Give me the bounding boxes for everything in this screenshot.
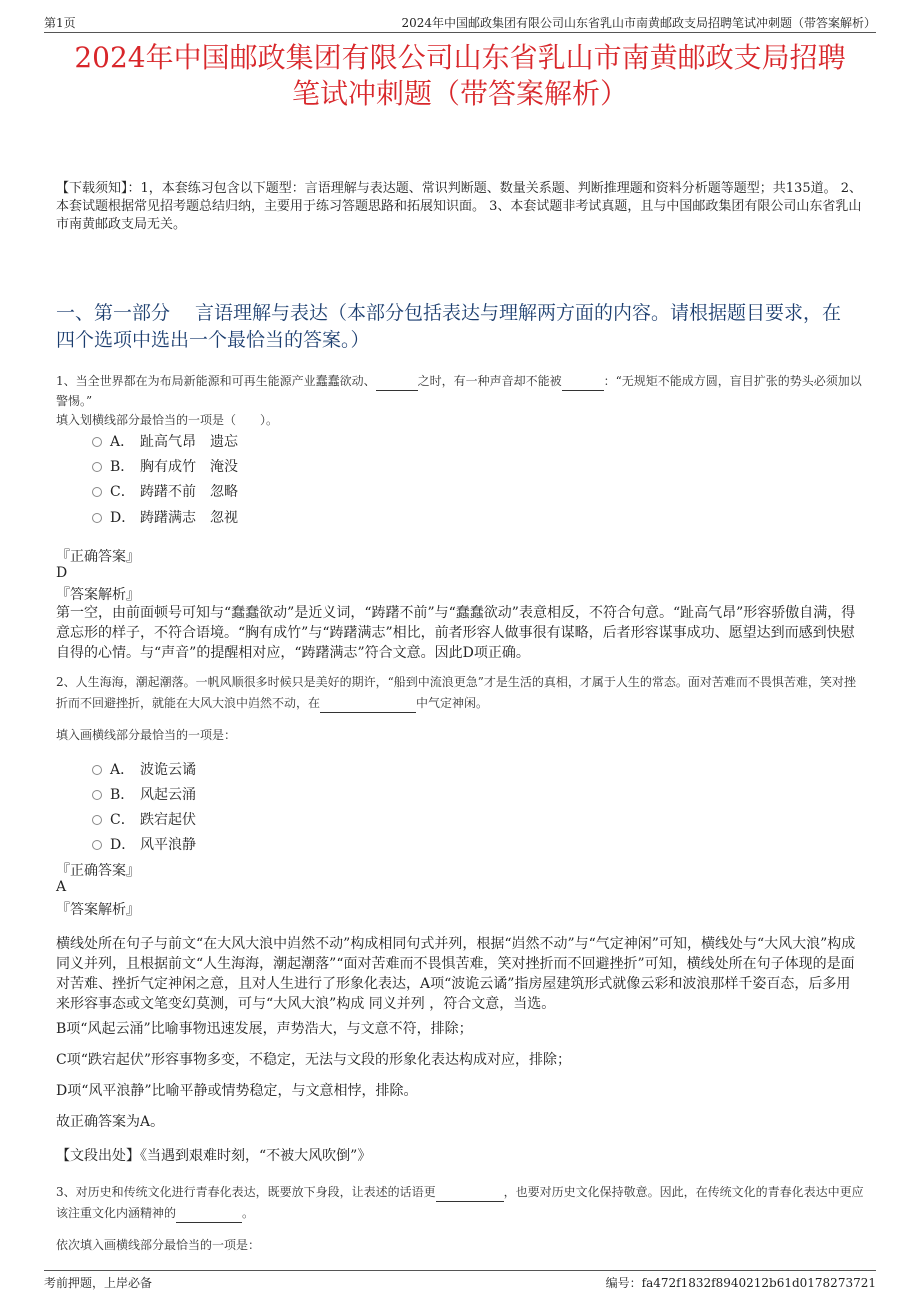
download-notice: 【下载须知】：1，本套练习包含以下题型：言语理解与表达题、常识判断题、数量关系题、判断推理题和资料分析题等题型；共135道。 2、本套试题根据常见招考题总结归纳，主要用于练习答题思路和拓展知识面。 3、本套试题非考试真题，且与中国邮政集团有限公司山东省乳山市南黄邮政支局无关。 <box>56 181 862 232</box>
question-3-prompt: 依次填入画横线部分最恰当的一项是： <box>56 1238 261 1252</box>
analysis-label: 『答案解析』 <box>56 587 140 603</box>
analysis-conclusion: 故正确答案为A。 <box>56 1114 165 1130</box>
section-heading: 一、第一部分 言语理解与表达（本部分包括表达与理解两方面的内容。请根据题目要求，在四个选项中选出一个最恰当的答案。） <box>56 302 842 351</box>
question-1-prompt: 填入划横线部分最恰当的一项是（ ）。 <box>56 413 279 427</box>
blank <box>436 1181 504 1202</box>
document-id: 编号：fa472f1832f8940212b61d0178273721 <box>605 1276 876 1290</box>
question-1-stem: 1、当全世界都在为布局新能源和可再生能源产业蠢蠢欲动、 之时，有一种声音却不能被 ：“无规矩不能成方圆，盲目扩张的势头必须加以警惕。” <box>56 370 864 411</box>
correct-answer: A <box>56 879 67 895</box>
page-number: 第1页 <box>44 16 76 30</box>
title-line-2: 笔试冲刺题（带答案解析） <box>291 77 628 110</box>
radio-icon[interactable] <box>92 462 102 472</box>
header-title: 2024年中国邮政集团有限公司山东省乳山市南黄邮政支局招聘笔试冲刺题（带答案解析） <box>401 16 876 30</box>
radio-icon[interactable] <box>92 765 102 775</box>
analysis-label: 『答案解析』 <box>56 902 140 918</box>
blank <box>376 370 418 391</box>
radio-icon[interactable] <box>92 487 102 497</box>
option-d[interactable]: D． 风平浪静 <box>92 834 196 854</box>
answer-analysis: 第一空，由前面顿号可知与“蠢蠢欲动”是近义词，“踌躇不前”与“蠢蠢欲动”表意相反，不符合句意。“趾高气昂”形容骄傲自满，得意忘形的样子，不符合语境。“胸有成竹”与“踌躇满志”相比，前者形容人做事很有谋略，后者形容谋事成功、愿望达到而感到快慰自得的心情。与“声音”的提醒相对应，“踌躇满志”符合文意。因此D项正确。 <box>56 605 856 661</box>
correct-answer-label: 『正确答案』 <box>56 863 140 879</box>
analysis-option-b: B项“风起云涌”比喻事物迅速发展，声势浩大，与文意不符，排除； <box>56 1021 473 1037</box>
option-a[interactable]: A． 波诡云谲 <box>92 759 196 779</box>
correct-answer-label: 『正确答案』 <box>56 549 140 565</box>
analysis-option-d: D项“风平浪静”比喻平静或情势稳定，与文意相悖，排除。 <box>56 1083 418 1099</box>
passage-source: 【文段出处】《当遇到艰难时刻，“不被大风吹倒”》 <box>56 1148 372 1164</box>
blank <box>320 692 416 713</box>
analysis-option-c: C项“跌宕起伏”形容事物多变，不稳定，无法与文段的形象化表达构成对应，排除； <box>56 1052 572 1068</box>
page-footer <box>44 1270 876 1293</box>
title-line-1: 2024年中国邮政集团有限公司山东省乳山市南黄邮政支局招聘 <box>74 41 846 74</box>
question-2-stem: 2、人生海海，潮起潮落。一帆风顺很多时候只是美好的期许，“船到中流浪更急”才是生活的真相，才属于人生的常态。面对苦难而不畏惧苦难，笑对挫折而不回避挫折，就能在大风大浪中岿然不动，在 中气定神闲。 <box>56 672 864 713</box>
page-header <box>44 10 876 33</box>
question-3-stem: 3、对历史和传统文化进行青春化表达，既要放下身段，让表述的话语更 ，也要对历史文化保持敬意。因此，在传统文化的青春化表达中更应该注重文化内涵精神的 。 <box>56 1181 864 1223</box>
option-d[interactable]: D． 踌躇满志 忽视 <box>92 507 238 527</box>
radio-icon[interactable] <box>92 815 102 825</box>
question-2-prompt: 填入画横线部分最恰当的一项是： <box>56 728 237 742</box>
correct-answer: D <box>56 565 68 581</box>
document-title <box>40 40 880 112</box>
option-b[interactable]: B． 风起云涌 <box>92 784 196 804</box>
radio-icon[interactable] <box>92 790 102 800</box>
option-a[interactable]: A． 趾高气昂 遗忘 <box>92 431 238 451</box>
radio-icon[interactable] <box>92 840 102 850</box>
answer-analysis: 横线处所在句子与前文“在大风大浪中岿然不动”构成相同句式并列，根据“岿然不动”与“气定神闲”可知，横线处与“大风大浪”构成同义并列，且根据前文“人生海海，潮起潮落”“面对苦难而不畏惧苦难，笑对挫折而不回避挫折”可知，横线处所在句子体现的是面对苦难、挫折气定神闲之意，且对人生进行了形象化表达，A项“波诡云谲”指房屋建筑形式就像云彩和波浪那样千姿百态，后多用来形容事态或文笔变幻莫测，可与“大风大浪”构成 同义并列 ，符合文意，当选。 <box>56 936 856 1012</box>
footer-slogan: 考前押题，上岸必备 <box>44 1276 153 1290</box>
blank <box>176 1202 242 1223</box>
option-c[interactable]: C． 跌宕起伏 <box>92 809 196 829</box>
radio-icon[interactable] <box>92 437 102 447</box>
blank <box>562 370 604 391</box>
option-c[interactable]: C． 踌躇不前 忽略 <box>92 481 238 501</box>
option-b[interactable]: B． 胸有成竹 淹没 <box>92 456 238 476</box>
radio-icon[interactable] <box>92 513 102 523</box>
